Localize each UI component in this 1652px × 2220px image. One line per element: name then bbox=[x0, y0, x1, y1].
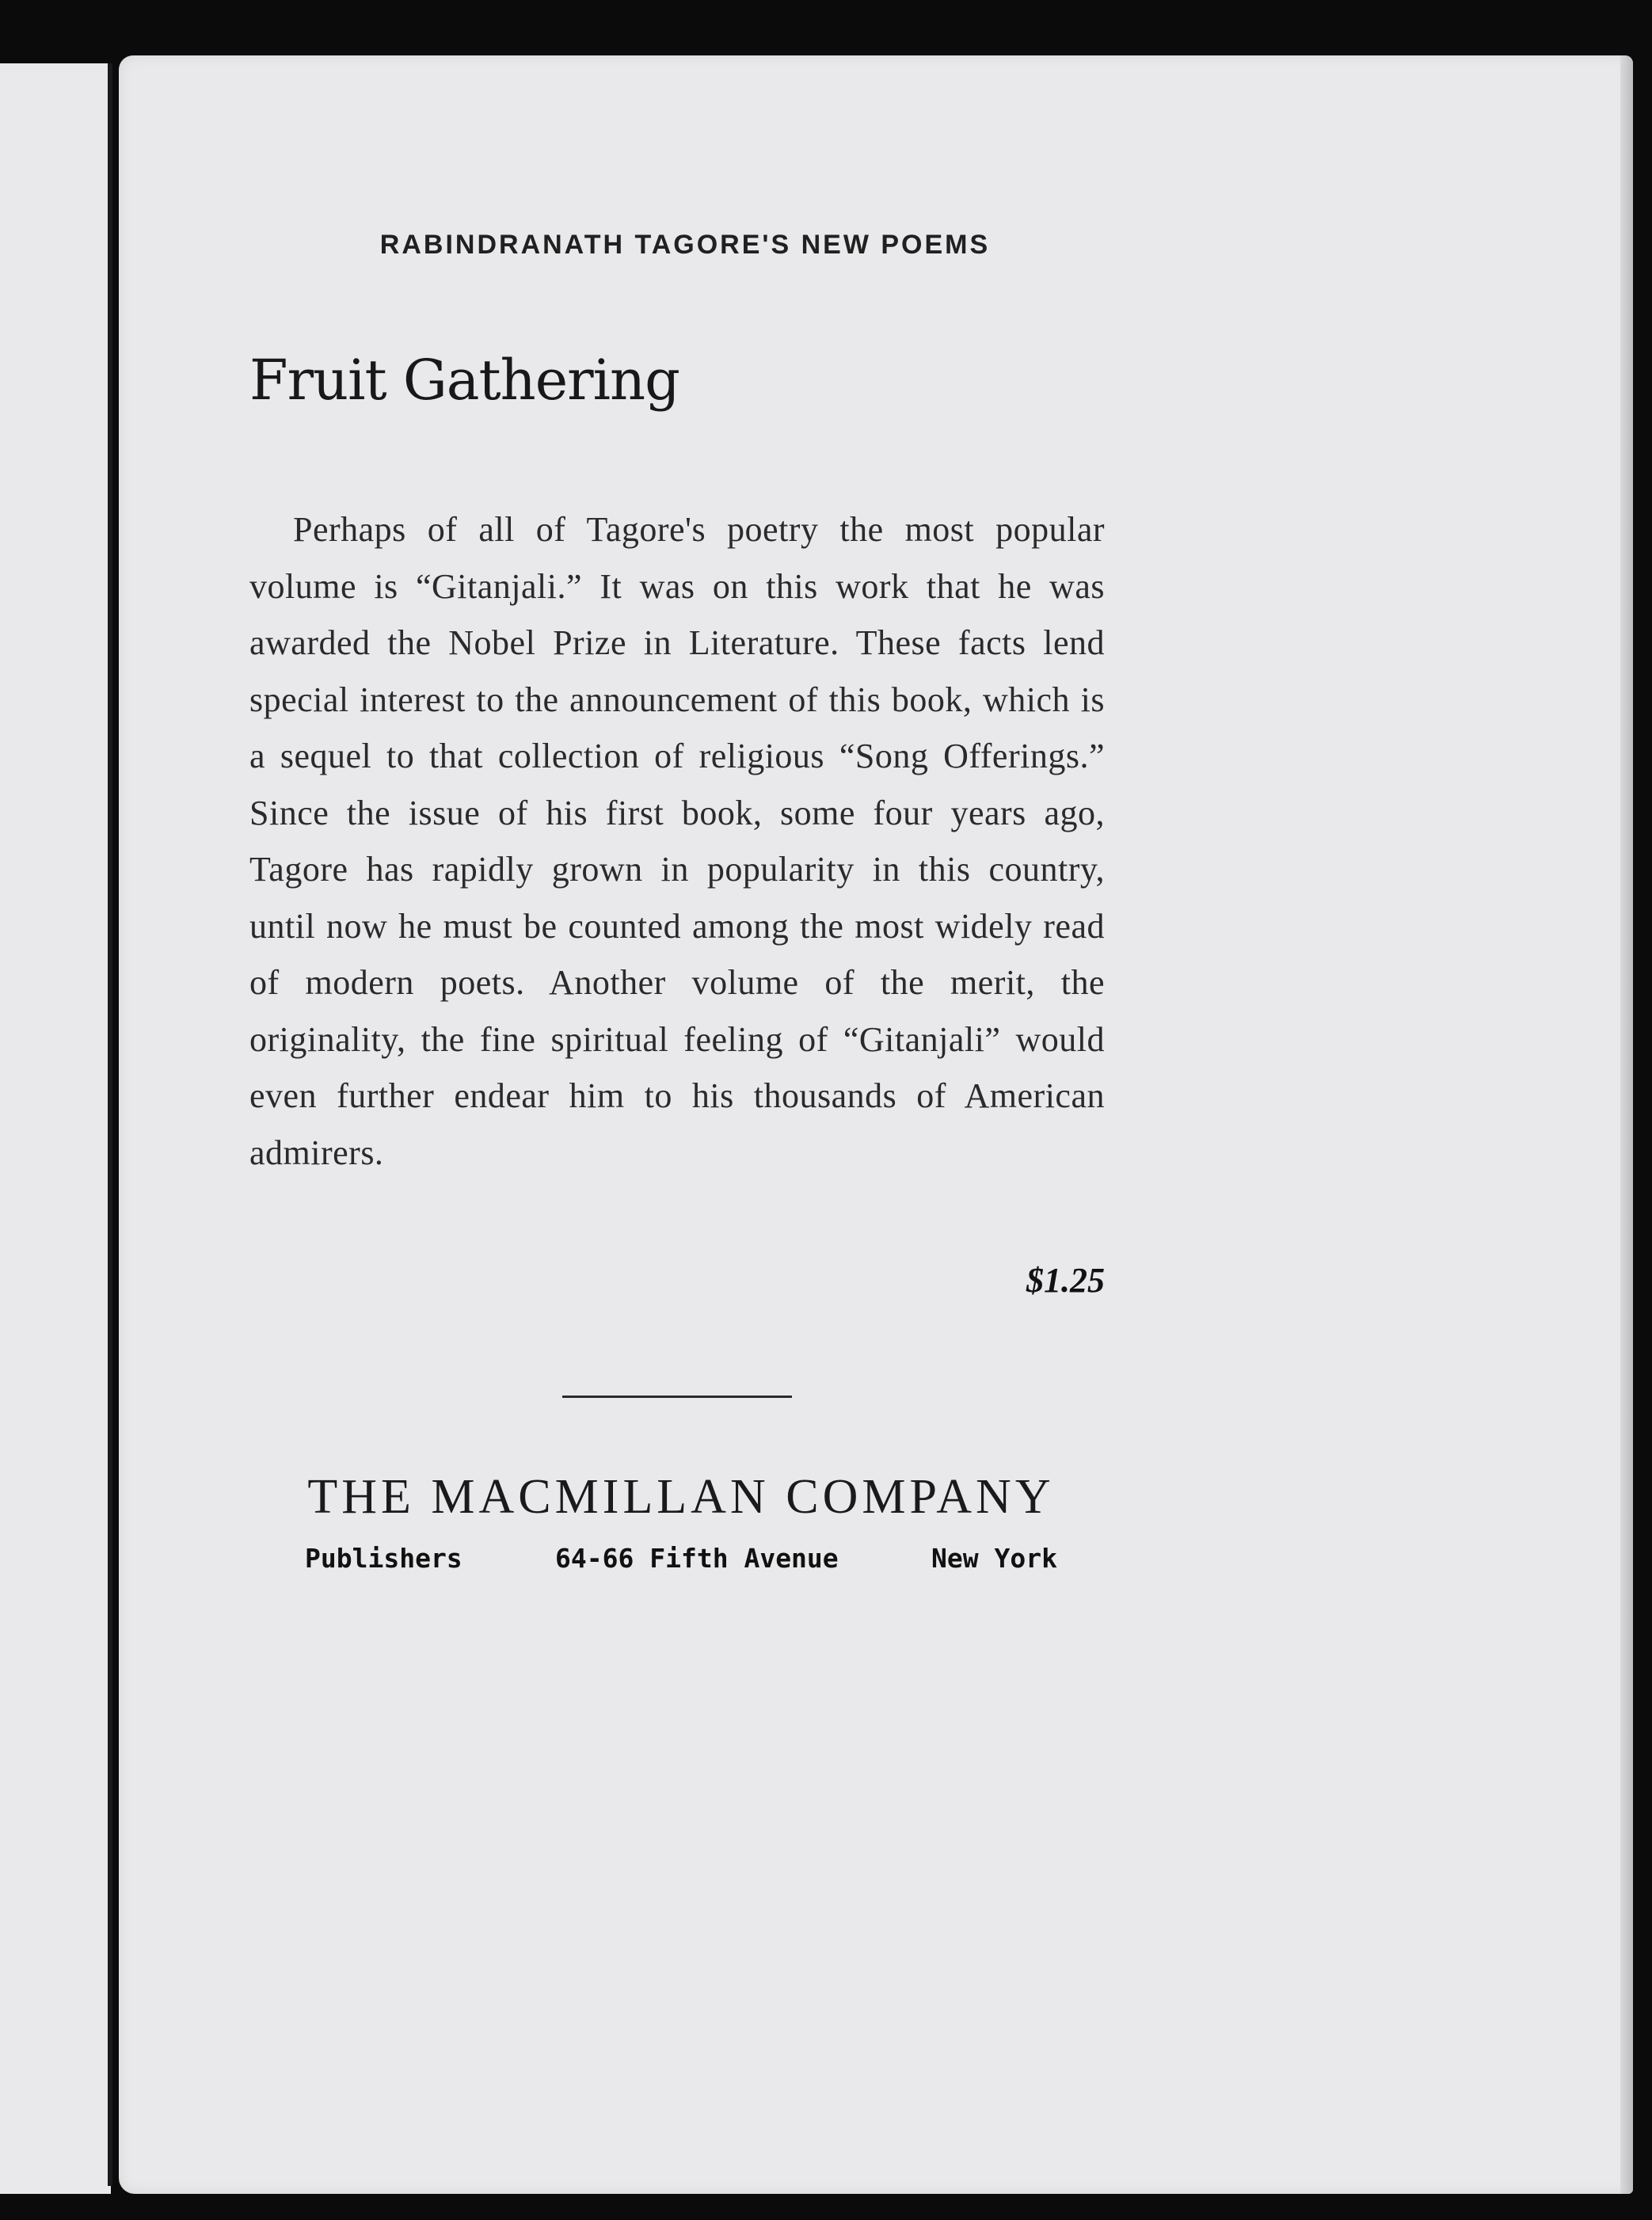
series-heading: RABINDRANATH TAGORE'S NEW POEMS bbox=[379, 230, 991, 260]
page-content bbox=[249, 230, 1105, 1574]
book-description: Perhaps of all of Tagore's poetry the most popular volume is “Gitanjali.” It was on this work that he was awarded the Nobel Prize in Literature. These facts lend special interest to the announcement of this book, which is a sequel to that collection of religious “Song Offerings.” Since the issue of his first book, some four years ago, Tagore has rapidly grown in popularity in this country, until now he must be counted among the most widely read of modern poets. Another volume of the merit, the originality, the fine spiritual feeling of “Gitanjali” would even further endear him to his thousands of American admirers. bbox=[249, 510, 1105, 1172]
publisher-city: New York bbox=[931, 1543, 1057, 1574]
book-title: Fruit Gathering bbox=[249, 348, 679, 413]
price: $1.25 bbox=[1026, 1261, 1105, 1300]
facing-page-edge bbox=[0, 63, 111, 2194]
publisher-details bbox=[297, 1543, 1057, 1574]
publisher-address: 64-66 Fifth Avenue bbox=[555, 1543, 839, 1574]
page-gutter bbox=[108, 63, 112, 2186]
publisher-name: THE MACMILLAN COMPANY bbox=[307, 1470, 1055, 1524]
divider-rule bbox=[562, 1396, 792, 1398]
page-right-edge bbox=[1620, 55, 1633, 2194]
publisher-role: Publishers bbox=[305, 1543, 462, 1574]
